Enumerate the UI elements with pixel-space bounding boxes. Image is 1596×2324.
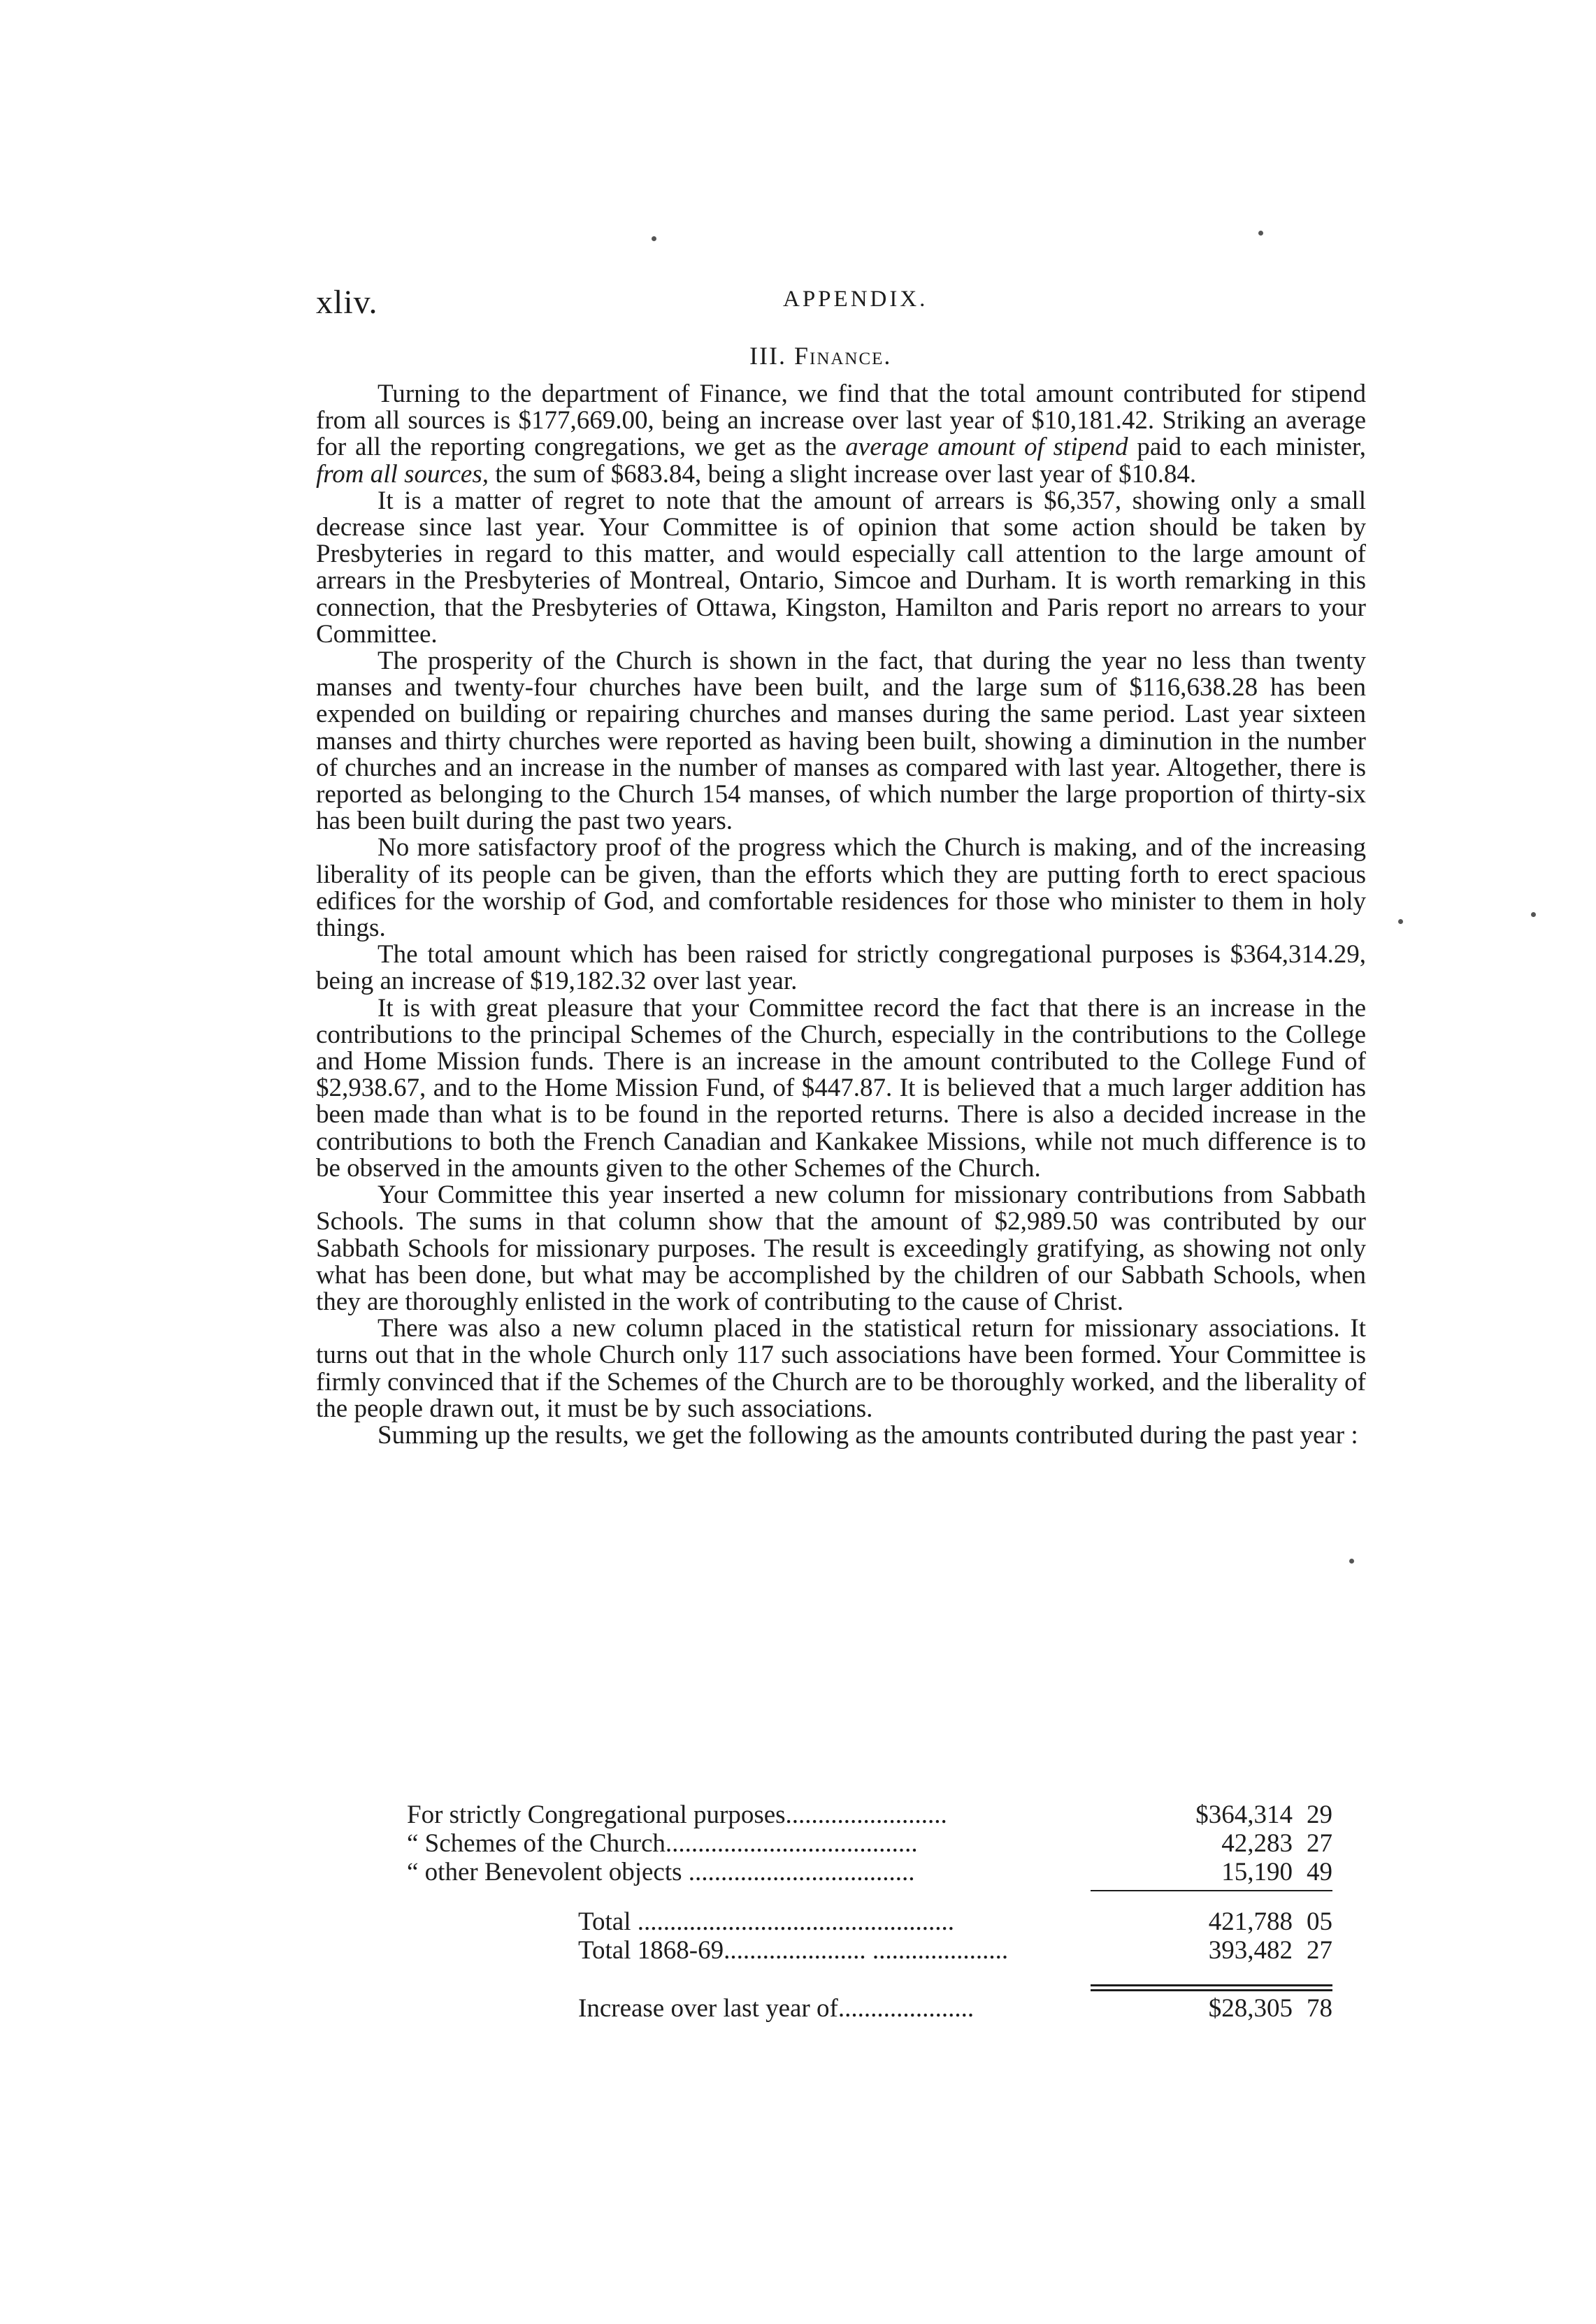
summary-rule-double-1 xyxy=(1091,1984,1332,1986)
scan-speck xyxy=(652,236,656,241)
summary-total-previous-cents: 27 xyxy=(1307,1936,1332,1965)
summary-row-cents: 27 xyxy=(1307,1829,1332,1858)
summary-increase-label: Increase over last year of..................... xyxy=(578,1994,975,2023)
paragraph-sabbath-schools: Your Committee this year inserted a new column for missionary contributions from Sabbath Schools. The sums in that column show that the amount of $2,989.50 was contributed by our Sabbath Schools for missionary purposes. The result is exceedingly gratifying, as showing not only what has been done, but what may be accomplished by the children of our Sabbath Schools, when they are thoroughly enlisted in the work of contributing to the cause of Christ. xyxy=(316,1181,1366,1316)
summary-row-amount: 42,283 xyxy=(1221,1829,1293,1858)
summary-increase-cents: 78 xyxy=(1307,1994,1332,2023)
summary-row-total-previous xyxy=(316,1936,1366,1965)
summary-total-previous-amount: 393,482 xyxy=(1208,1936,1293,1965)
summary-row-total xyxy=(316,1907,1366,1936)
summary-row-cents: 49 xyxy=(1307,1858,1332,1886)
paragraph-stipend-emphasis-1: average amount of stipend xyxy=(845,433,1128,462)
summary-row-congregational xyxy=(316,1800,1366,1829)
paragraph-prosperity: The prosperity of the Church is shown in the fact, that during the year no less than twenty manses and twenty-four churches have been built, and the large sum of $116,638.28 has been expended on building or repairing churches and manses during the same period. Last year sixteen manses and thirty churches were reported as having been built, showing a diminution in the number of churches and an increase in the number of manses as compared with last year. Altogether, there is reported as belonging to the Church 154 manses, of which number the large proportion of thirty-six has been built during the past two years. xyxy=(316,647,1366,836)
summary-rule-top xyxy=(1091,1890,1332,1891)
summary-row-label: “ Schemes of the Church....................................... xyxy=(407,1829,918,1858)
summary-total-label: Total ................................................. xyxy=(578,1907,954,1936)
paragraph-stipend xyxy=(316,381,1366,488)
paragraph-associations: There was also a new column placed in the statistical return for missionary associations. It turns out that in the whole Church only 117 such associations have been formed. Your Committee is firmly convinced that if the Schemes of the Church are to be thoroughly worked, and the liberality of the people drawn out, it must be by such associations. xyxy=(316,1314,1366,1423)
summary-row-label: For strictly Congregational purposes......................... xyxy=(407,1800,947,1829)
paragraph-arrears: It is a matter of regret to note that the amount of arrears is $6,357, showing only a small decrease since last year. Your Committee is of opinion that some action should be taken by Presbyteries in regard to this matter, and would especially call attention to the large amount of arrears in the Presbyteries of Montreal, Ontario, Simcoe and Durham. It is worth remarking in this connection, that the Presbyteries of Ottawa, Kingston, Hamilton and Paris report no arrears to your Committee. xyxy=(316,486,1366,649)
scan-speck xyxy=(1531,912,1536,917)
paragraph-stipend-emphasis-2: from all sources, xyxy=(316,459,489,489)
paragraph-summary-intro: Summing up the results, we get the following as the amounts contributed during the past year : xyxy=(378,1420,1358,1450)
summary-rule-double-2 xyxy=(1091,1989,1332,1991)
running-head: APPENDIX. xyxy=(783,287,928,312)
paragraph-progress: No more satisfactory proof of the progress which the Church is making, and of the increasing liberality of its people can be given, than the efforts which they are putting forth to erect spacious edifices for the worship of God, and comfortable residences for those who minister to them in holy things. xyxy=(316,833,1366,943)
section-title-text: Finance. xyxy=(793,342,892,370)
summary-row-label: “ other Benevolent objects ................................... xyxy=(407,1858,915,1886)
paragraph-stipend-part-a: Turning to the department of Finance, we find that the total amount contributed for stipend from all sources is $177,669.00, being an increase over last year of $10,181.42. Striking an average for all the reporting congregations, we get as the xyxy=(316,380,1366,462)
summary-total-previous-label: Total 1868-69...................... ..................... xyxy=(578,1936,1009,1965)
summary-row-increase xyxy=(316,1994,1366,2023)
paragraph-stipend-part-c: the sum of $683.84, being a slight increase over last year of $10.84. xyxy=(489,459,1197,489)
paragraph-stipend-part-b: paid to each minister, xyxy=(1128,433,1367,462)
summary-total-cents: 05 xyxy=(1307,1907,1332,1936)
summary-row-amount: 15,190 xyxy=(1221,1858,1293,1886)
summary-row-schemes xyxy=(316,1829,1366,1858)
summary-total-amount: 421,788 xyxy=(1208,1907,1293,1936)
paragraph-congregational: The total amount which has been raised for strictly congregational purposes is $364,314.29, being an increase of $19,182.32 over last year. xyxy=(316,940,1366,996)
page-number: xliv. xyxy=(316,284,378,321)
body-text xyxy=(316,381,1366,1449)
section-title xyxy=(749,341,891,370)
scan-speck xyxy=(1398,919,1403,924)
scan-speck xyxy=(1258,231,1263,236)
paragraph-schemes: It is with great pleasure that your Committee record the fact that there is an increase in the contributions to the principal Schemes of the Church, especially in the contributions to the College and Home Mission funds. There is an increase in the amount contributed to the College Fund of $2,938.67, and to the Home Mission Fund, of $447.87. It is believed that a much larger addition has been made than what is to be found in the reported returns. There is also a decided increase in the contributions to both the French Canadian and Kankakee Missions, while not much difference is to be observed in the amounts given to the other Schemes of the Church. xyxy=(316,993,1366,1183)
summary-table xyxy=(316,1800,1366,2023)
summary-row-amount: $364,314 xyxy=(1195,1800,1293,1829)
summary-row-benevolent xyxy=(316,1858,1366,1886)
section-numeral: III. xyxy=(749,342,786,370)
summary-row-cents: 29 xyxy=(1307,1800,1332,1829)
scan-speck xyxy=(1349,1559,1354,1564)
summary-increase-amount: $28,305 xyxy=(1208,1994,1293,2023)
